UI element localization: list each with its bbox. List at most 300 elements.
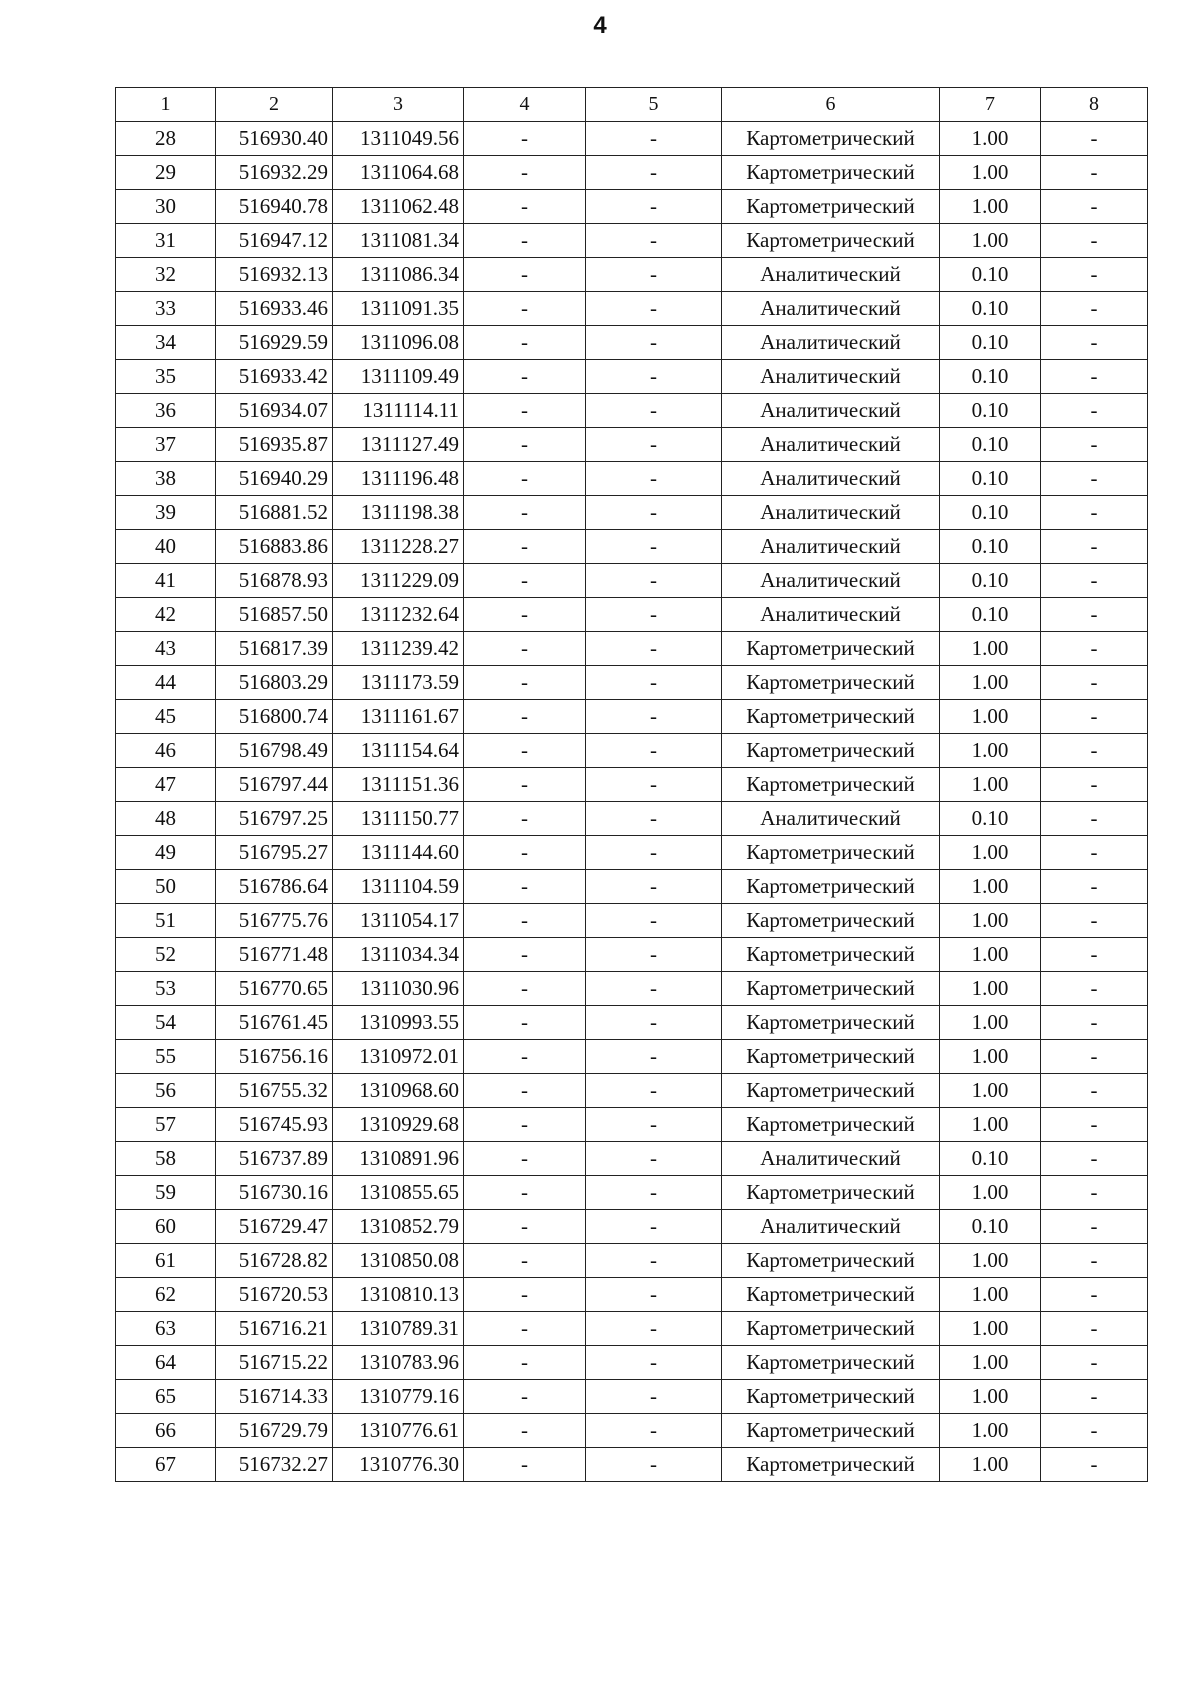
x-coordinate-cell: 516932.29 bbox=[216, 156, 333, 190]
column-8-cell: - bbox=[1041, 1142, 1148, 1176]
column-8-cell: - bbox=[1041, 1108, 1148, 1142]
point-number-cell: 46 bbox=[116, 734, 216, 768]
column-header: 3 bbox=[333, 88, 464, 122]
point-number-cell: 63 bbox=[116, 1312, 216, 1346]
accuracy-cell: 0.10 bbox=[940, 1142, 1041, 1176]
y-coordinate-cell: 1311229.09 bbox=[333, 564, 464, 598]
table-row bbox=[116, 836, 1148, 870]
accuracy-cell: 1.00 bbox=[940, 904, 1041, 938]
column-8-cell: - bbox=[1041, 1448, 1148, 1482]
point-number-cell: 58 bbox=[116, 1142, 216, 1176]
column-header: 4 bbox=[464, 88, 586, 122]
column-header: 2 bbox=[216, 88, 333, 122]
column-8-cell: - bbox=[1041, 530, 1148, 564]
method-cell: Картометрический bbox=[722, 1176, 940, 1210]
column-header: 1 bbox=[116, 88, 216, 122]
column-8-cell: - bbox=[1041, 1074, 1148, 1108]
column-8-cell: - bbox=[1041, 972, 1148, 1006]
method-cell: Картометрический bbox=[722, 632, 940, 666]
y-coordinate-cell: 1310779.16 bbox=[333, 1380, 464, 1414]
column-5-cell: - bbox=[586, 360, 722, 394]
table-row bbox=[116, 530, 1148, 564]
column-4-cell: - bbox=[464, 394, 586, 428]
table-row bbox=[116, 496, 1148, 530]
column-8-cell: - bbox=[1041, 1414, 1148, 1448]
y-coordinate-cell: 1310789.31 bbox=[333, 1312, 464, 1346]
accuracy-cell: 0.10 bbox=[940, 258, 1041, 292]
method-cell: Картометрический bbox=[722, 1074, 940, 1108]
column-5-cell: - bbox=[586, 1448, 722, 1482]
x-coordinate-cell: 516771.48 bbox=[216, 938, 333, 972]
column-5-cell: - bbox=[586, 428, 722, 462]
accuracy-cell: 1.00 bbox=[940, 1380, 1041, 1414]
column-5-cell: - bbox=[586, 734, 722, 768]
column-8-cell: - bbox=[1041, 734, 1148, 768]
table-row bbox=[116, 666, 1148, 700]
x-coordinate-cell: 516715.22 bbox=[216, 1346, 333, 1380]
column-8-cell: - bbox=[1041, 564, 1148, 598]
column-4-cell: - bbox=[464, 1006, 586, 1040]
method-cell: Аналитический bbox=[722, 1210, 940, 1244]
point-number-cell: 41 bbox=[116, 564, 216, 598]
column-5-cell: - bbox=[586, 190, 722, 224]
accuracy-cell: 1.00 bbox=[940, 1244, 1041, 1278]
x-coordinate-cell: 516714.33 bbox=[216, 1380, 333, 1414]
table-row bbox=[116, 360, 1148, 394]
x-coordinate-cell: 516795.27 bbox=[216, 836, 333, 870]
x-coordinate-cell: 516857.50 bbox=[216, 598, 333, 632]
table-row bbox=[116, 462, 1148, 496]
method-cell: Аналитический bbox=[722, 598, 940, 632]
method-cell: Аналитический bbox=[722, 462, 940, 496]
point-number-cell: 62 bbox=[116, 1278, 216, 1312]
column-8-cell: - bbox=[1041, 224, 1148, 258]
table-row bbox=[116, 632, 1148, 666]
point-number-cell: 59 bbox=[116, 1176, 216, 1210]
table-row bbox=[116, 802, 1148, 836]
point-number-cell: 32 bbox=[116, 258, 216, 292]
x-coordinate-cell: 516817.39 bbox=[216, 632, 333, 666]
accuracy-cell: 1.00 bbox=[940, 122, 1041, 156]
accuracy-cell: 1.00 bbox=[940, 700, 1041, 734]
column-4-cell: - bbox=[464, 530, 586, 564]
table-row bbox=[116, 1448, 1148, 1482]
column-5-cell: - bbox=[586, 632, 722, 666]
column-4-cell: - bbox=[464, 224, 586, 258]
column-4-cell: - bbox=[464, 326, 586, 360]
column-4-cell: - bbox=[464, 1414, 586, 1448]
table-row bbox=[116, 122, 1148, 156]
table-row bbox=[116, 224, 1148, 258]
x-coordinate-cell: 516756.16 bbox=[216, 1040, 333, 1074]
accuracy-cell: 1.00 bbox=[940, 870, 1041, 904]
method-cell: Аналитический bbox=[722, 802, 940, 836]
accuracy-cell: 0.10 bbox=[940, 428, 1041, 462]
column-8-cell: - bbox=[1041, 768, 1148, 802]
column-8-cell: - bbox=[1041, 428, 1148, 462]
method-cell: Картометрический bbox=[722, 156, 940, 190]
column-8-cell: - bbox=[1041, 1040, 1148, 1074]
accuracy-cell: 0.10 bbox=[940, 326, 1041, 360]
table-row bbox=[116, 1414, 1148, 1448]
table-row bbox=[116, 1142, 1148, 1176]
accuracy-cell: 1.00 bbox=[940, 734, 1041, 768]
x-coordinate-cell: 516803.29 bbox=[216, 666, 333, 700]
x-coordinate-cell: 516755.32 bbox=[216, 1074, 333, 1108]
x-coordinate-cell: 516933.46 bbox=[216, 292, 333, 326]
column-4-cell: - bbox=[464, 802, 586, 836]
column-8-cell: - bbox=[1041, 938, 1148, 972]
column-8-cell: - bbox=[1041, 326, 1148, 360]
method-cell: Аналитический bbox=[722, 496, 940, 530]
column-4-cell: - bbox=[464, 1278, 586, 1312]
table-header-row bbox=[116, 88, 1148, 122]
method-cell: Картометрический bbox=[722, 1312, 940, 1346]
y-coordinate-cell: 1310850.08 bbox=[333, 1244, 464, 1278]
accuracy-cell: 1.00 bbox=[940, 1312, 1041, 1346]
accuracy-cell: 0.10 bbox=[940, 360, 1041, 394]
column-4-cell: - bbox=[464, 190, 586, 224]
y-coordinate-cell: 1311144.60 bbox=[333, 836, 464, 870]
point-number-cell: 55 bbox=[116, 1040, 216, 1074]
point-number-cell: 61 bbox=[116, 1244, 216, 1278]
point-number-cell: 54 bbox=[116, 1006, 216, 1040]
table-row bbox=[116, 972, 1148, 1006]
method-cell: Картометрический bbox=[722, 1278, 940, 1312]
y-coordinate-cell: 1310776.30 bbox=[333, 1448, 464, 1482]
x-coordinate-cell: 516770.65 bbox=[216, 972, 333, 1006]
column-header: 7 bbox=[940, 88, 1041, 122]
x-coordinate-cell: 516933.42 bbox=[216, 360, 333, 394]
table-row bbox=[116, 394, 1148, 428]
point-number-cell: 50 bbox=[116, 870, 216, 904]
x-coordinate-cell: 516737.89 bbox=[216, 1142, 333, 1176]
y-coordinate-cell: 1311049.56 bbox=[333, 122, 464, 156]
method-cell: Картометрический bbox=[722, 1380, 940, 1414]
method-cell: Аналитический bbox=[722, 292, 940, 326]
column-8-cell: - bbox=[1041, 1312, 1148, 1346]
table-row bbox=[116, 598, 1148, 632]
accuracy-cell: 0.10 bbox=[940, 394, 1041, 428]
column-4-cell: - bbox=[464, 768, 586, 802]
accuracy-cell: 0.10 bbox=[940, 564, 1041, 598]
column-4-cell: - bbox=[464, 598, 586, 632]
column-8-cell: - bbox=[1041, 156, 1148, 190]
column-5-cell: - bbox=[586, 564, 722, 598]
column-5-cell: - bbox=[586, 1278, 722, 1312]
x-coordinate-cell: 516728.82 bbox=[216, 1244, 333, 1278]
column-5-cell: - bbox=[586, 462, 722, 496]
column-4-cell: - bbox=[464, 360, 586, 394]
x-coordinate-cell: 516929.59 bbox=[216, 326, 333, 360]
method-cell: Картометрический bbox=[722, 1414, 940, 1448]
column-5-cell: - bbox=[586, 1040, 722, 1074]
point-number-cell: 56 bbox=[116, 1074, 216, 1108]
y-coordinate-cell: 1311150.77 bbox=[333, 802, 464, 836]
column-8-cell: - bbox=[1041, 666, 1148, 700]
x-coordinate-cell: 516745.93 bbox=[216, 1108, 333, 1142]
method-cell: Картометрический bbox=[722, 1108, 940, 1142]
accuracy-cell: 0.10 bbox=[940, 292, 1041, 326]
column-8-cell: - bbox=[1041, 1380, 1148, 1414]
column-5-cell: - bbox=[586, 258, 722, 292]
column-8-cell: - bbox=[1041, 1210, 1148, 1244]
column-5-cell: - bbox=[586, 224, 722, 258]
method-cell: Картометрический bbox=[722, 666, 940, 700]
column-4-cell: - bbox=[464, 496, 586, 530]
y-coordinate-cell: 1311161.67 bbox=[333, 700, 464, 734]
column-8-cell: - bbox=[1041, 632, 1148, 666]
y-coordinate-cell: 1310783.96 bbox=[333, 1346, 464, 1380]
method-cell: Картометрический bbox=[722, 972, 940, 1006]
accuracy-cell: 1.00 bbox=[940, 156, 1041, 190]
point-number-cell: 51 bbox=[116, 904, 216, 938]
method-cell: Аналитический bbox=[722, 1142, 940, 1176]
column-5-cell: - bbox=[586, 802, 722, 836]
column-8-cell: - bbox=[1041, 1346, 1148, 1380]
x-coordinate-cell: 516932.13 bbox=[216, 258, 333, 292]
point-number-cell: 67 bbox=[116, 1448, 216, 1482]
x-coordinate-cell: 516732.27 bbox=[216, 1448, 333, 1482]
column-5-cell: - bbox=[586, 1380, 722, 1414]
point-number-cell: 57 bbox=[116, 1108, 216, 1142]
x-coordinate-cell: 516878.93 bbox=[216, 564, 333, 598]
column-5-cell: - bbox=[586, 394, 722, 428]
point-number-cell: 38 bbox=[116, 462, 216, 496]
column-5-cell: - bbox=[586, 1244, 722, 1278]
column-5-cell: - bbox=[586, 598, 722, 632]
y-coordinate-cell: 1310972.01 bbox=[333, 1040, 464, 1074]
column-5-cell: - bbox=[586, 870, 722, 904]
point-number-cell: 43 bbox=[116, 632, 216, 666]
y-coordinate-cell: 1311081.34 bbox=[333, 224, 464, 258]
column-4-cell: - bbox=[464, 428, 586, 462]
column-4-cell: - bbox=[464, 156, 586, 190]
x-coordinate-cell: 516881.52 bbox=[216, 496, 333, 530]
column-4-cell: - bbox=[464, 972, 586, 1006]
column-5-cell: - bbox=[586, 1006, 722, 1040]
method-cell: Аналитический bbox=[722, 564, 940, 598]
accuracy-cell: 1.00 bbox=[940, 768, 1041, 802]
y-coordinate-cell: 1311091.35 bbox=[333, 292, 464, 326]
column-4-cell: - bbox=[464, 1210, 586, 1244]
column-8-cell: - bbox=[1041, 360, 1148, 394]
y-coordinate-cell: 1311232.64 bbox=[333, 598, 464, 632]
column-8-cell: - bbox=[1041, 496, 1148, 530]
method-cell: Картометрический bbox=[722, 768, 940, 802]
point-number-cell: 33 bbox=[116, 292, 216, 326]
table-row bbox=[116, 1278, 1148, 1312]
x-coordinate-cell: 516940.29 bbox=[216, 462, 333, 496]
accuracy-cell: 1.00 bbox=[940, 1108, 1041, 1142]
y-coordinate-cell: 1310810.13 bbox=[333, 1278, 464, 1312]
point-number-cell: 60 bbox=[116, 1210, 216, 1244]
y-coordinate-cell: 1310852.79 bbox=[333, 1210, 464, 1244]
x-coordinate-cell: 516934.07 bbox=[216, 394, 333, 428]
method-cell: Картометрический bbox=[722, 190, 940, 224]
table-row bbox=[116, 734, 1148, 768]
point-number-cell: 40 bbox=[116, 530, 216, 564]
column-8-cell: - bbox=[1041, 870, 1148, 904]
y-coordinate-cell: 1310993.55 bbox=[333, 1006, 464, 1040]
x-coordinate-cell: 516798.49 bbox=[216, 734, 333, 768]
y-coordinate-cell: 1311086.34 bbox=[333, 258, 464, 292]
point-number-cell: 47 bbox=[116, 768, 216, 802]
column-8-cell: - bbox=[1041, 836, 1148, 870]
column-4-cell: - bbox=[464, 938, 586, 972]
accuracy-cell: 1.00 bbox=[940, 1176, 1041, 1210]
column-5-cell: - bbox=[586, 1210, 722, 1244]
x-coordinate-cell: 516775.76 bbox=[216, 904, 333, 938]
accuracy-cell: 0.10 bbox=[940, 802, 1041, 836]
table-row bbox=[116, 1346, 1148, 1380]
column-4-cell: - bbox=[464, 564, 586, 598]
column-8-cell: - bbox=[1041, 1006, 1148, 1040]
accuracy-cell: 1.00 bbox=[940, 972, 1041, 1006]
column-4-cell: - bbox=[464, 836, 586, 870]
column-8-cell: - bbox=[1041, 1244, 1148, 1278]
method-cell: Картометрический bbox=[722, 1244, 940, 1278]
column-header: 8 bbox=[1041, 88, 1148, 122]
method-cell: Аналитический bbox=[722, 428, 940, 462]
point-number-cell: 36 bbox=[116, 394, 216, 428]
column-4-cell: - bbox=[464, 632, 586, 666]
table-row bbox=[116, 326, 1148, 360]
column-8-cell: - bbox=[1041, 700, 1148, 734]
column-5-cell: - bbox=[586, 1074, 722, 1108]
column-4-cell: - bbox=[464, 122, 586, 156]
table-row bbox=[116, 564, 1148, 598]
y-coordinate-cell: 1310891.96 bbox=[333, 1142, 464, 1176]
table-row bbox=[116, 1006, 1148, 1040]
y-coordinate-cell: 1310776.61 bbox=[333, 1414, 464, 1448]
y-coordinate-cell: 1311127.49 bbox=[333, 428, 464, 462]
column-5-cell: - bbox=[586, 1346, 722, 1380]
column-5-cell: - bbox=[586, 1414, 722, 1448]
x-coordinate-cell: 516940.78 bbox=[216, 190, 333, 224]
point-number-cell: 29 bbox=[116, 156, 216, 190]
method-cell: Картометрический bbox=[722, 836, 940, 870]
column-4-cell: - bbox=[464, 258, 586, 292]
point-number-cell: 65 bbox=[116, 1380, 216, 1414]
column-5-cell: - bbox=[586, 496, 722, 530]
point-number-cell: 48 bbox=[116, 802, 216, 836]
table-row bbox=[116, 1312, 1148, 1346]
method-cell: Аналитический bbox=[722, 326, 940, 360]
y-coordinate-cell: 1311151.36 bbox=[333, 768, 464, 802]
y-coordinate-cell: 1311173.59 bbox=[333, 666, 464, 700]
x-coordinate-cell: 516797.44 bbox=[216, 768, 333, 802]
y-coordinate-cell: 1310968.60 bbox=[333, 1074, 464, 1108]
column-8-cell: - bbox=[1041, 258, 1148, 292]
y-coordinate-cell: 1311030.96 bbox=[333, 972, 464, 1006]
accuracy-cell: 0.10 bbox=[940, 462, 1041, 496]
table-row bbox=[116, 1210, 1148, 1244]
column-5-cell: - bbox=[586, 1142, 722, 1176]
point-number-cell: 28 bbox=[116, 122, 216, 156]
table-row bbox=[116, 292, 1148, 326]
accuracy-cell: 0.10 bbox=[940, 530, 1041, 564]
accuracy-cell: 1.00 bbox=[940, 224, 1041, 258]
column-8-cell: - bbox=[1041, 802, 1148, 836]
column-8-cell: - bbox=[1041, 1278, 1148, 1312]
y-coordinate-cell: 1311196.48 bbox=[333, 462, 464, 496]
accuracy-cell: 1.00 bbox=[940, 1346, 1041, 1380]
column-5-cell: - bbox=[586, 700, 722, 734]
column-4-cell: - bbox=[464, 700, 586, 734]
point-number-cell: 53 bbox=[116, 972, 216, 1006]
method-cell: Картометрический bbox=[722, 870, 940, 904]
point-number-cell: 49 bbox=[116, 836, 216, 870]
column-4-cell: - bbox=[464, 1108, 586, 1142]
table-row bbox=[116, 258, 1148, 292]
column-4-cell: - bbox=[464, 1074, 586, 1108]
x-coordinate-cell: 516716.21 bbox=[216, 1312, 333, 1346]
point-number-cell: 34 bbox=[116, 326, 216, 360]
y-coordinate-cell: 1311064.68 bbox=[333, 156, 464, 190]
column-4-cell: - bbox=[464, 1346, 586, 1380]
table-row bbox=[116, 190, 1148, 224]
point-number-cell: 64 bbox=[116, 1346, 216, 1380]
column-5-cell: - bbox=[586, 972, 722, 1006]
page-number: 4 bbox=[593, 12, 607, 39]
column-4-cell: - bbox=[464, 1380, 586, 1414]
y-coordinate-cell: 1311096.08 bbox=[333, 326, 464, 360]
method-cell: Аналитический bbox=[722, 360, 940, 394]
column-4-cell: - bbox=[464, 292, 586, 326]
y-coordinate-cell: 1311198.38 bbox=[333, 496, 464, 530]
method-cell: Аналитический bbox=[722, 530, 940, 564]
table-row bbox=[116, 700, 1148, 734]
accuracy-cell: 1.00 bbox=[940, 632, 1041, 666]
point-number-cell: 37 bbox=[116, 428, 216, 462]
column-8-cell: - bbox=[1041, 904, 1148, 938]
column-4-cell: - bbox=[464, 870, 586, 904]
table-row bbox=[116, 1176, 1148, 1210]
x-coordinate-cell: 516797.25 bbox=[216, 802, 333, 836]
y-coordinate-cell: 1311104.59 bbox=[333, 870, 464, 904]
column-header: 6 bbox=[722, 88, 940, 122]
accuracy-cell: 1.00 bbox=[940, 1278, 1041, 1312]
accuracy-cell: 0.10 bbox=[940, 496, 1041, 530]
column-4-cell: - bbox=[464, 1312, 586, 1346]
column-5-cell: - bbox=[586, 938, 722, 972]
y-coordinate-cell: 1311034.34 bbox=[333, 938, 464, 972]
y-coordinate-cell: 1310855.65 bbox=[333, 1176, 464, 1210]
table-row bbox=[116, 428, 1148, 462]
y-coordinate-cell: 1311154.64 bbox=[333, 734, 464, 768]
point-number-cell: 31 bbox=[116, 224, 216, 258]
y-coordinate-cell: 1311109.49 bbox=[333, 360, 464, 394]
column-5-cell: - bbox=[586, 326, 722, 360]
method-cell: Картометрический bbox=[722, 938, 940, 972]
accuracy-cell: 0.10 bbox=[940, 598, 1041, 632]
accuracy-cell: 1.00 bbox=[940, 1040, 1041, 1074]
column-5-cell: - bbox=[586, 768, 722, 802]
accuracy-cell: 1.00 bbox=[940, 938, 1041, 972]
column-4-cell: - bbox=[464, 1142, 586, 1176]
method-cell: Картометрический bbox=[722, 1040, 940, 1074]
column-4-cell: - bbox=[464, 1040, 586, 1074]
table-row bbox=[116, 1040, 1148, 1074]
point-number-cell: 42 bbox=[116, 598, 216, 632]
table-row bbox=[116, 1380, 1148, 1414]
x-coordinate-cell: 516729.79 bbox=[216, 1414, 333, 1448]
x-coordinate-cell: 516935.87 bbox=[216, 428, 333, 462]
point-number-cell: 39 bbox=[116, 496, 216, 530]
method-cell: Картометрический bbox=[722, 122, 940, 156]
y-coordinate-cell: 1311114.11 bbox=[333, 394, 464, 428]
